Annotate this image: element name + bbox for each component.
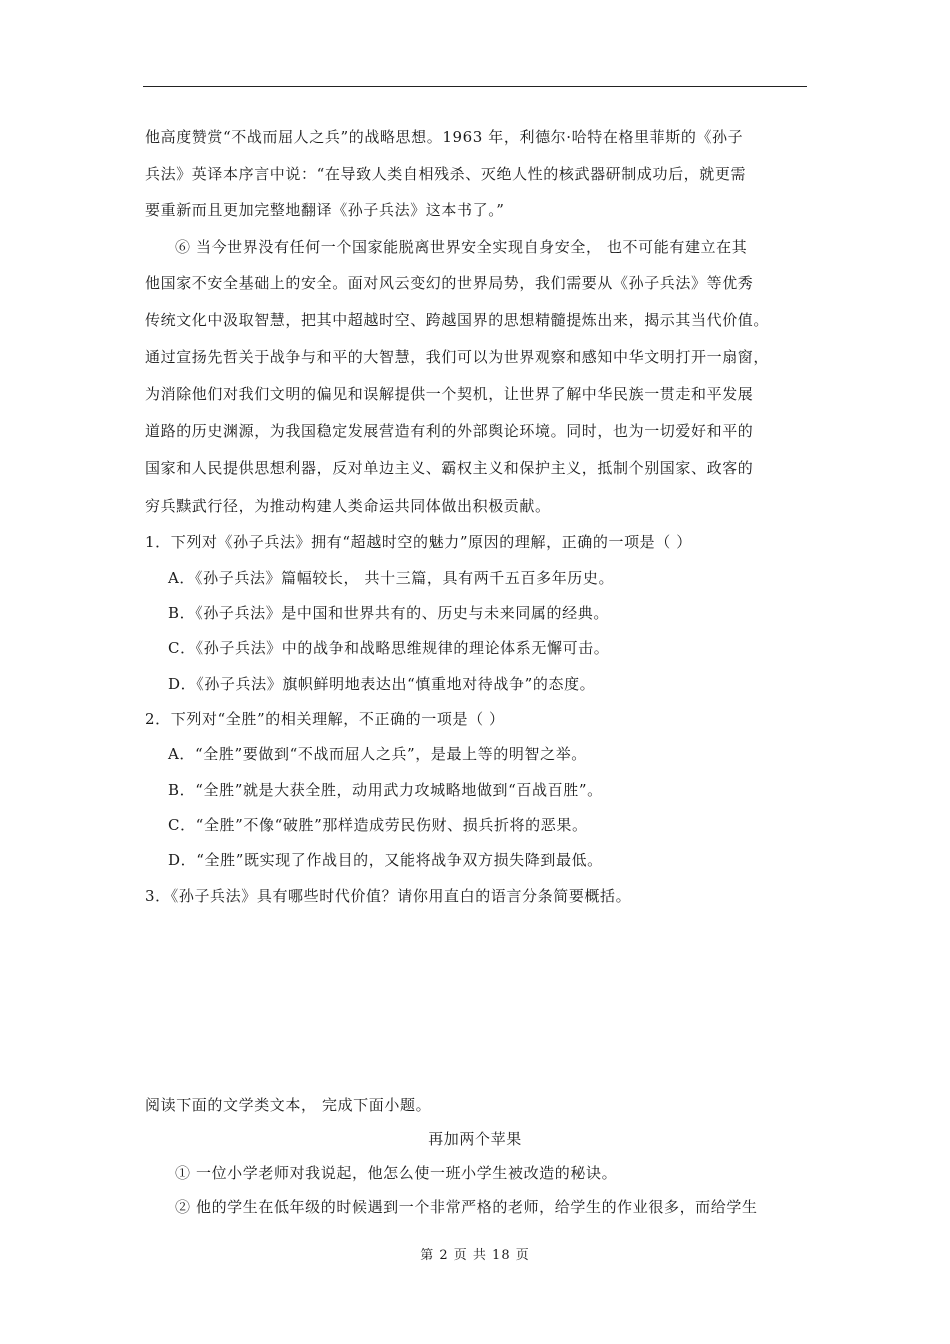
question-2-stem: 2．下列对“全胜”的相关理解，不正确的一项是（ ） xyxy=(145,710,505,728)
question-1-option-b: B．《孙子兵法》是中国和世界共有的、历史与未来同属的经典。 xyxy=(168,604,609,622)
header-rule xyxy=(143,86,807,87)
passage-line: 要重新而且更加完整地翻译《孙子兵法》这本书了。” xyxy=(145,201,505,219)
passage-line: 兵法》英译本序言中说：“在导致人类自相残杀、灭绝人性的核武器研制成功后，就更需 xyxy=(145,165,747,183)
passage-line: 他高度赞赏“不战而屈人之兵”的战略思想。1963 年，利德尔·哈特在格里菲斯的《孙子 xyxy=(145,128,744,146)
question-2-option-a: A．“全胜”要做到“不战而屈人之兵”，是最上等的明智之举。 xyxy=(168,745,587,763)
question-3-stem: 3．《孙子兵法》具有哪些时代价值？请你用直白的语言分条简要概括。 xyxy=(145,887,632,905)
question-1-option-a: A．《孙子兵法》篇幅较长， 共十三篇，具有两千五百多年历史。 xyxy=(168,569,615,587)
question-1-option-d: D．《孙子兵法》旗帜鲜明地表达出“慎重地对待战争”的态度。 xyxy=(168,675,596,693)
question-2-option-d: D．“全胜”既实现了作战目的，又能将战争双方损失降到最低。 xyxy=(168,851,603,869)
reading-paragraph: ① 一位小学老师对我说起，他怎么使一班小学生被改造的秘诀。 xyxy=(175,1164,618,1182)
passage-line: 为消除他们对我们文明的偏见和误解提供一个契机，让世界了解中华民族一贯走和平发展 xyxy=(145,385,754,403)
passage-line: 他国家不安全基础上的安全。面对风云变幻的世界局势，我们需要从《孙子兵法》等优秀 xyxy=(145,274,754,292)
page-footer: 第 2 页 共 18 页 xyxy=(420,1248,530,1263)
passage-line: 国家和人民提供思想利器，反对单边主义、霸权主义和保护主义，抵制个别国家、政客的 xyxy=(145,459,754,477)
reading-intro: 阅读下面的文学类文本， 完成下面小题。 xyxy=(145,1096,432,1114)
question-1-stem: 1．下列对《孙子兵法》拥有“超越时空的魅力”原因的理解，正确的一项是（ ） xyxy=(145,533,692,551)
question-2-option-b: B．“全胜”就是大获全胜，动用武力攻城略地做到“百战百胜”。 xyxy=(168,781,603,799)
passage-line: 传统文化中汲取智慧，把其中超越时空、跨越国界的思想精髓提炼出来，揭示其当代价值。 xyxy=(145,311,770,329)
passage-line: ⑥ 当今世界没有任何一个国家能脱离世界安全实现自身安全， 也不可能有建立在其 xyxy=(175,238,748,256)
passage-line: 道路的历史渊源，为我国稳定发展营造有利的外部舆论环境。同时，也为一切爱好和平的 xyxy=(145,422,754,440)
question-2-option-c: C．“全胜”不像“破胜”那样造成劳民伤财、损兵折将的恶果。 xyxy=(168,816,588,834)
passage-line: 穷兵黩武行径，为推动构建人类命运共同体做出积极贡献。 xyxy=(145,497,551,515)
reading-paragraph: ② 他的学生在低年级的时候遇到一个非常严格的老师，给学生的作业很多，而给学生 xyxy=(175,1198,758,1216)
question-1-option-c: C．《孙子兵法》中的战争和战略思维规律的理论体系无懈可击。 xyxy=(168,639,610,657)
passage-line: 通过宣扬先哲关于战争与和平的大智慧，我们可以为世界观察和感知中华文明打开一扇窗， xyxy=(145,348,770,366)
reading-title: 再加两个苹果 xyxy=(428,1130,522,1148)
